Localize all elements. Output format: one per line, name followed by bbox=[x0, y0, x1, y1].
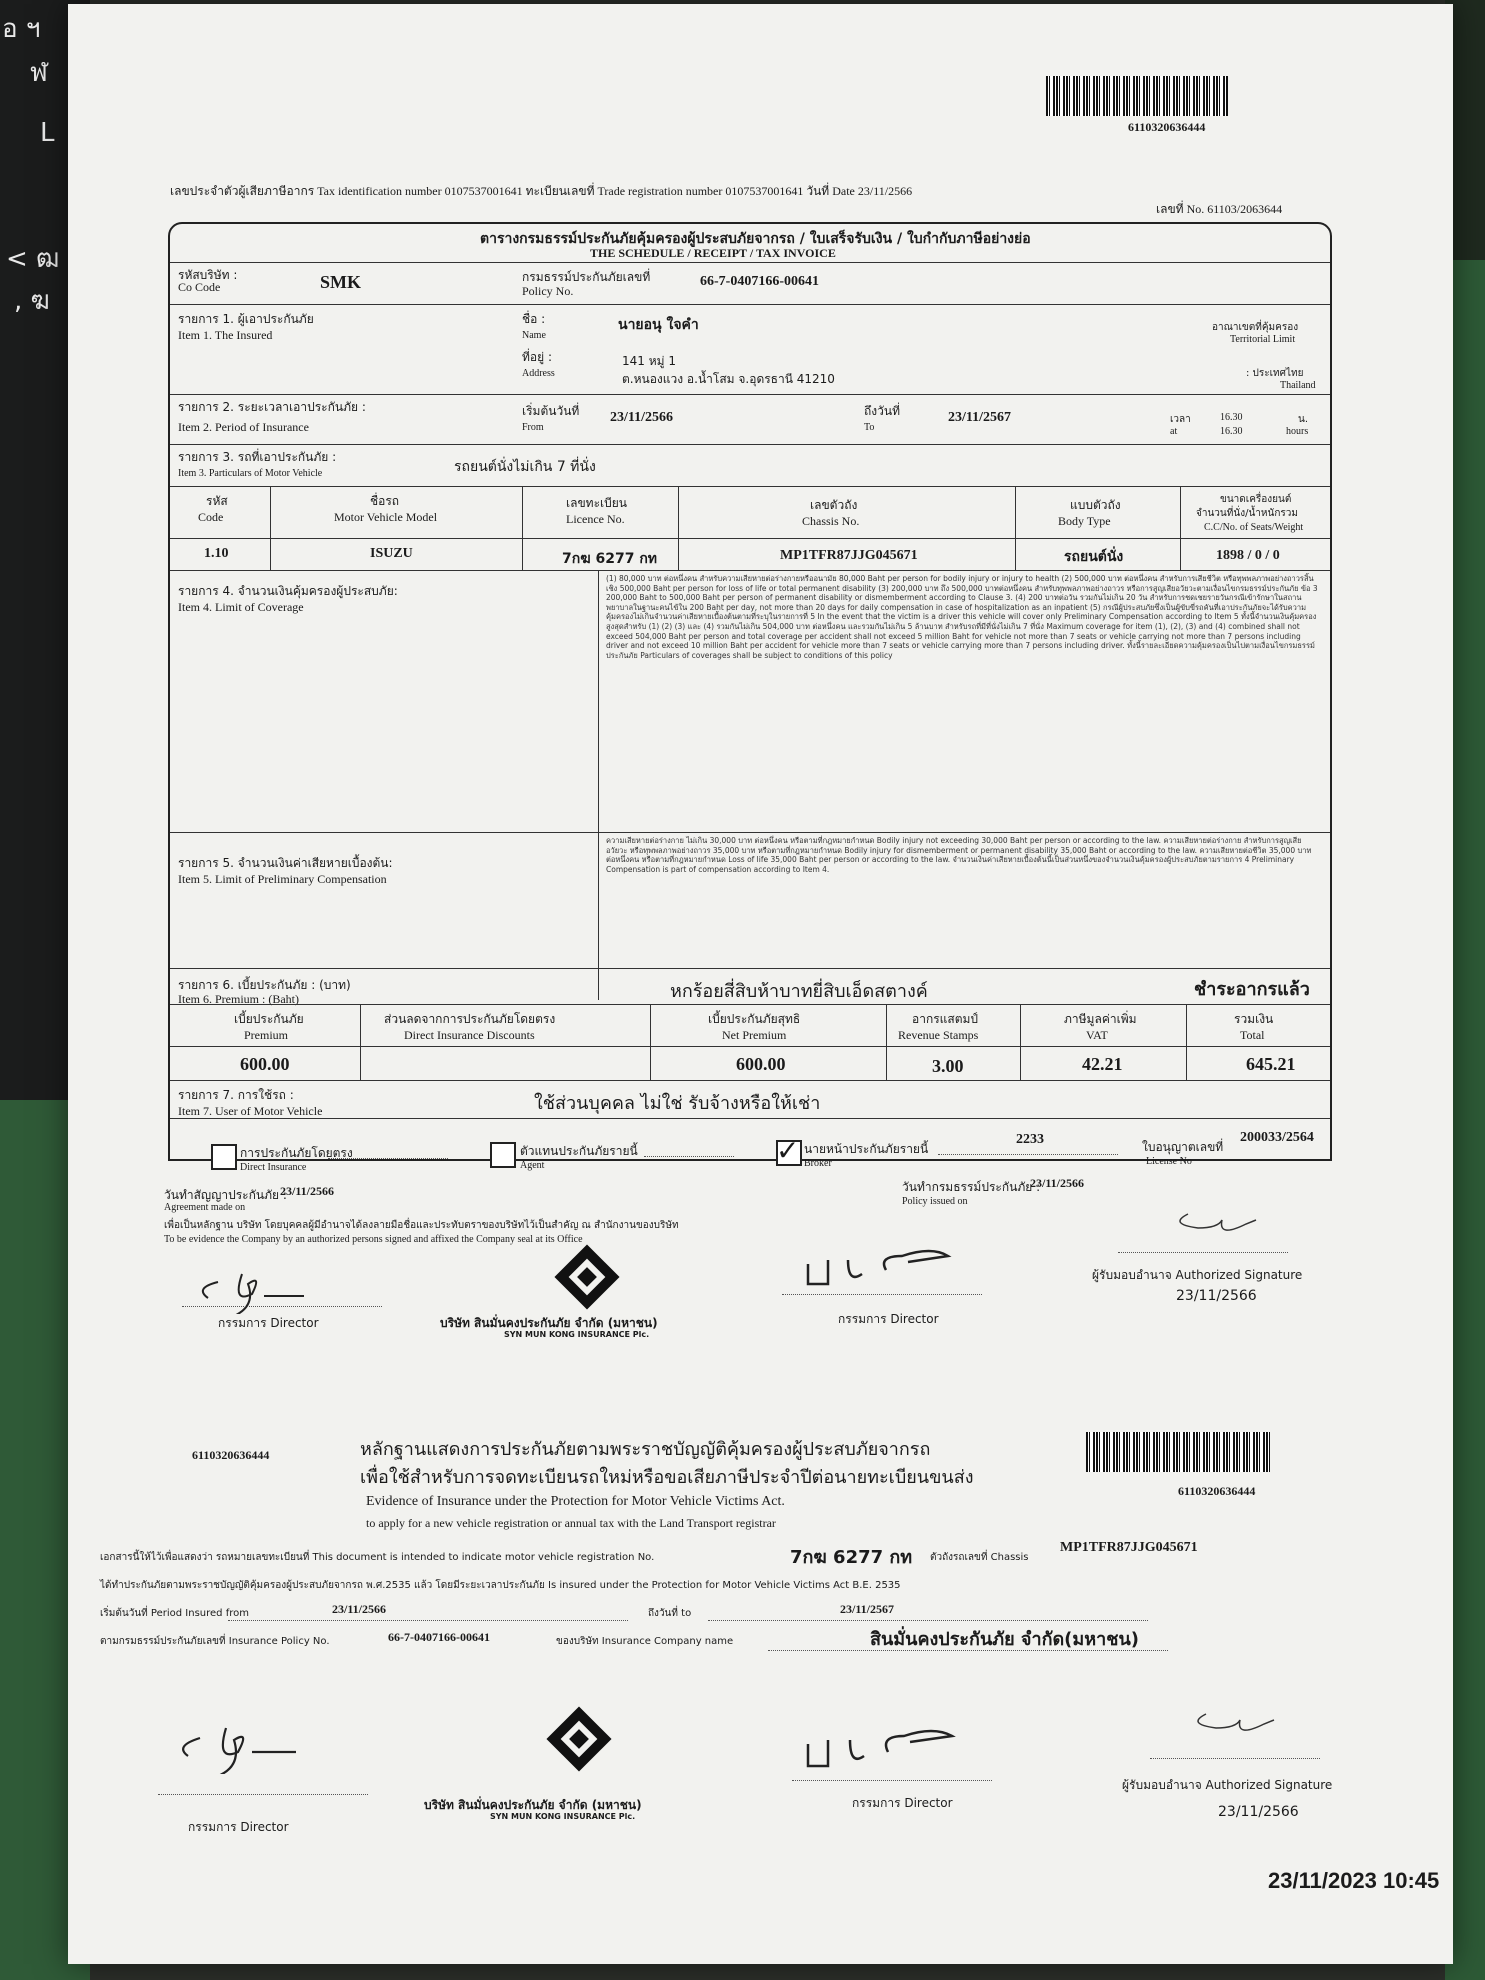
time-to: 16.30 bbox=[1220, 426, 1243, 437]
keyboard-key: , ฆ bbox=[14, 286, 50, 316]
premium-in-words: หกร้อยสี่สิบห้าบาทยี่สิบเอ็ดสตางค์ bbox=[670, 981, 928, 1002]
to-label-th: ถึงวันที่ bbox=[864, 404, 900, 418]
premium-col-discount-en: Direct Insurance Discounts bbox=[404, 1028, 535, 1042]
authorized-date-2: 23/11/2566 bbox=[1218, 1804, 1299, 1820]
evidence-company-label: ของบริษัท Insurance Company name bbox=[556, 1636, 734, 1647]
agent-label-en: Agent bbox=[520, 1160, 545, 1171]
item3-label-th: รายการ 3. รถที่เอาประกันภัย : bbox=[178, 450, 337, 464]
at-label-en: at bbox=[1170, 426, 1178, 437]
vehicle-col-body-en: Body Type bbox=[1058, 514, 1111, 528]
evidence-chassis-label: ตัวถังรถเลขที่ Chassis bbox=[930, 1552, 1029, 1563]
name-label-en: Name bbox=[522, 330, 546, 341]
agent-label-th: ตัวแทนประกันภัยรายนี้ bbox=[520, 1144, 638, 1158]
item6-label-en: Item 6. Premium : (Baht) bbox=[178, 992, 299, 1006]
direct-insurance-checkbox[interactable] bbox=[211, 1144, 237, 1170]
hours-unit-en: hours bbox=[1286, 426, 1309, 437]
vehicle-col-engine-en: C.C/No. of Seats/Weight bbox=[1204, 522, 1304, 533]
evidence-to: 23/11/2567 bbox=[840, 1602, 895, 1616]
preliminary-compensation-text: ความเสียหายต่อร่างกาย ไม่เกิน 30,000 บาท ต่อหนึ่งคน หรือตามที่กฎหมายกำหนด Bodily injury not exceeding 30,000 Baht per person or according to the law. ความเสียหายต่อร่างกาย สำหรับการสูญเสียอวัยวะ หรือทุพพลภาพอย่างถาวร 35,000 บาท หรือตามที่กฎหมายกำหนด Bodily injury for dismemberment or permanent disability 35,000 Baht or according to the law. ความเสียหายต่อชีวิต 35,000 บาท ต่อหนึ่งคน หรือตามที่กฎหมายกำหนด Loss of life 35,000 Baht per person or according to the law. จำนวนเงินค่าเสียหายเบื้องต้นนี้เป็นส่วนหนึ่งของจำนวนเงินคุ้มครองผู้ประสบภัยตามรายการ 4 Preliminary Compensation is part of compensation according to Item 4. bbox=[606, 836, 1312, 874]
total-value: 645.21 bbox=[1246, 1054, 1296, 1074]
vat-value: 42.21 bbox=[1082, 1054, 1123, 1074]
director-label-4: กรรมการ Director bbox=[852, 1796, 953, 1810]
at-label-th: เวลา bbox=[1170, 414, 1191, 425]
insured-name: นายอนุ ใจคำ bbox=[618, 317, 699, 333]
item7-label-en: Item 7. User of Motor Vehicle bbox=[178, 1104, 323, 1118]
company-name-en-2: SYN MUN KONG INSURANCE Plc. bbox=[490, 1812, 636, 1821]
territory-label-en: Territorial Limit bbox=[1230, 334, 1296, 345]
authorized-date-1: 23/11/2566 bbox=[1176, 1288, 1257, 1304]
vehicle-col-seats-th: จำนวนที่นั่ง/น้ำหนักรวม bbox=[1196, 508, 1298, 519]
director-label-2: กรรมการ Director bbox=[838, 1312, 939, 1326]
policy-number: 66-7-0407166-00641 bbox=[700, 274, 819, 289]
vehicle-type: รถยนต์นั่งไม่เกิน 7 ที่นั่ง bbox=[454, 459, 596, 475]
evidence-title-1: หลักฐานแสดงการประกันภัยตามพระราชบัญญัติคุ้มครองผู้ประสบภัยจากรถ bbox=[360, 1439, 931, 1460]
keyboard-key: < ฒ bbox=[6, 244, 60, 274]
policy-label-en: Policy No. bbox=[522, 284, 574, 298]
coverage-text: (1) 80,000 บาท ต่อหนึ่งคน สำหรับความเสียหายต่อร่างกายหรืออนามัย 80,000 Baht per person for bodily injury or injury to health (2) 500,000 บาท ต่อหนึ่งคน สำหรับการเสียชีวิต หรือทุพพลภาพอย่างถาวรสิ้นเชิง 500,000 Baht per person for loss of life or total permanent disability (3) 200,000 บาท ถึง 500,000 บาทต่อหนึ่งคน สำหรับทุพพลภาพอย่างถาวร หรือการสูญเสียอวัยวะตามเงื่อนไขกรมธรรม์ประกันภัย ข้อ 3 200,000 Baht to 500,000 Baht per person of permanent disability or dismemberment according to Clause 3. (4) 200 บาทต่อวัน รวมกันไม่เกิน 20 วัน สำหรับการชดเชยรายวันกรณีเข้ารักษาในสถานพยาบาลในฐานะคนไข้ใน 200 Baht per day, not more than 20 days for daily compensation in case of hospitalization as an inpatient (5) กรณีผู้ประสบภัยซึ่งเป็นผู้ขับขี่รถคันที่เอาประกันภัยจะได้รับความคุ้มครองไม่เกินจำนวนค่าเสียหายเบื้องต้นตามที่ระบุในรายการที่ 5 In the event that the victim is a driver this vehicle will cover only Preliminary Compensation according to Item 5 ทั้งนี้จำนวนเงินคุ้มครองสูงสุดสำหรับ (1) (2) (3) และ (4) รวมกันไม่เกิน 504,000 บาท ต่อหนึ่งคน และรวมกันไม่เกิน 5 ล้านบาท สำหรับรถที่มีที่นั่งไม่เกิน 7 ที่นั่ง Maximum coverage for item (1), (2), (3) and (4) combined shall not exceed 504,000 Baht per person and total coverage per accident shall not exceed 5 million Baht for vehicle not more than 7 seats or vehicle carrying not more than 7 persons including driver and not exceed 10 million Baht per accident for vehicle more than 7 seats or vehicle carrying more than 7 persons including driver. ทั้งนี้รายละเอียดความคุ้มครองเป็นไปตามเงื่อนไขกรมธรรม์ประกันภัย Particulars of coverages shall be subject to conditions of this policy bbox=[606, 574, 1318, 660]
barcode-evidence-number: 6110320636444 bbox=[1178, 1484, 1256, 1498]
item3-label-en: Item 3. Particulars of Motor Vehicle bbox=[178, 468, 323, 479]
license-label-th: ใบอนุญาตเลขที่ bbox=[1142, 1140, 1224, 1154]
agreement-label-th: วันทำสัญญาประกันภัย : bbox=[164, 1188, 287, 1202]
evidence-to-label: ถึงวันที่ to bbox=[648, 1608, 692, 1619]
evidence-number: 6110320636444 bbox=[192, 1448, 270, 1462]
evidence-title-4: to apply for a new vehicle registration or annual tax with the Land Transport registrar bbox=[366, 1516, 776, 1530]
direct-insurance-label-th: การประกันภัยโดยตรง bbox=[240, 1146, 353, 1160]
item2-label-th: รายการ 2. ระยะเวลาเอาประกันภัย : bbox=[178, 400, 366, 414]
broker-label-en: Broker bbox=[804, 1158, 832, 1169]
evidence-statement-en: To be evidence the Company by an authorized persons signed and affixed the Company seal at its Office bbox=[164, 1234, 583, 1245]
from-label-th: เริ่มต้นวันที่ bbox=[522, 404, 580, 418]
vehicle-col-code-en: Code bbox=[198, 510, 224, 524]
premium-col-stamps-th: อากรแสตมป์ bbox=[912, 1012, 979, 1026]
agent-checkbox[interactable] bbox=[490, 1142, 516, 1168]
photo-timestamp: 23/11/2023 10:45 bbox=[1268, 1868, 1440, 1893]
vehicle-col-body-th: แบบตัวถัง bbox=[1070, 498, 1121, 512]
vehicle-col-chassis-en: Chassis No. bbox=[802, 514, 860, 528]
broker-checkmark-icon: ✓ bbox=[776, 1134, 800, 1167]
premium-col-net-en: Net Premium bbox=[722, 1028, 787, 1042]
vehicle-col-model-th: ชื่อรถ bbox=[370, 494, 400, 508]
premium-col-net-th: เบี้ยประกันภัยสุทธิ bbox=[708, 1012, 801, 1026]
net-premium-value: 600.00 bbox=[736, 1054, 786, 1074]
address-label-th: ที่อยู่ : bbox=[522, 350, 553, 364]
director-signature-3 bbox=[168, 1704, 368, 1774]
item1-label-th: รายการ 1. ผู้เอาประกันภัย bbox=[178, 312, 314, 326]
barcode-evidence bbox=[1086, 1432, 1270, 1472]
director-label-3: กรรมการ Director bbox=[188, 1820, 289, 1834]
stamps-value: 3.00 bbox=[932, 1056, 964, 1076]
director-signature-1 bbox=[188, 1254, 368, 1314]
schedule-title-en: THE SCHEDULE / RECEIPT / TAX INVOICE bbox=[590, 246, 836, 260]
premium-col-total-th: รวมเงิน bbox=[1234, 1012, 1274, 1026]
premium-value: 600.00 bbox=[240, 1054, 290, 1074]
barcode-top-number: 6110320636444 bbox=[1128, 120, 1206, 134]
keyboard-key: อ ฯ bbox=[2, 14, 41, 44]
vehicle-col-licence-th: เลขทะเบียน bbox=[566, 496, 627, 510]
vehicle-model: ISUZU bbox=[370, 546, 413, 561]
agreement-date: 23/11/2566 bbox=[280, 1184, 335, 1198]
address-line1: 141 หมู่ 1 bbox=[622, 354, 676, 368]
country-en: Thailand bbox=[1280, 380, 1316, 391]
license-number: 200033/2564 bbox=[1240, 1130, 1314, 1145]
country-th: : ประเทศไทย bbox=[1246, 368, 1304, 379]
from-label-en: From bbox=[522, 422, 544, 433]
evidence-chassis: MP1TFR87JJG045671 bbox=[1060, 1540, 1198, 1555]
tax-id-line: เลขประจำตัวผู้เสียภาษีอากร Tax identification number 0107537001641 ทะเบียนเลขที่ Trade registration number 0107537001641 วันที่ Date 23/11/2566 bbox=[170, 184, 913, 198]
authorized-signature-1 bbox=[1158, 1194, 1268, 1244]
evidence-title-3: Evidence of Insurance under the Protection for Motor Vehicle Victims Act. bbox=[366, 1494, 785, 1509]
evidence-statement-th: เพื่อเป็นหลักฐาน บริษัท โดยบุคคลผู้มีอำนาจได้ลงลายมือชื่อและประทับตราของบริษัทไว้เป็นสำคัญ ณ สำนักงานของบริษัท bbox=[164, 1220, 679, 1231]
premium-col-premium-en: Premium bbox=[244, 1028, 288, 1042]
premium-col-premium-th: เบี้ยประกันภัย bbox=[234, 1012, 304, 1026]
item2-label-en: Item 2. Period of Insurance bbox=[178, 420, 309, 434]
evidence-from-label: เริ่มต้นวันที่ Period Insured from bbox=[100, 1608, 249, 1619]
item5-label-en: Item 5. Limit of Preliminary Compensation bbox=[178, 872, 387, 886]
evidence-reg-no: 7กฆ 6277 กท bbox=[790, 1547, 913, 1568]
name-label-th: ชื่อ : bbox=[522, 312, 546, 326]
company-logo-icon-2 bbox=[546, 1706, 611, 1771]
direct-insurance-label-en: Direct Insurance bbox=[240, 1162, 307, 1173]
policy-issued-label-en: Policy issued on bbox=[902, 1196, 968, 1207]
premium-col-vat-en: VAT bbox=[1086, 1028, 1108, 1042]
co-code-label-en: Co Code bbox=[178, 280, 221, 294]
address-label-en: Address bbox=[522, 368, 555, 379]
vehicle-col-chassis-th: เลขตัวถัง bbox=[810, 498, 858, 512]
authorized-label-2: ผู้รับมอบอำนาจ Authorized Signature bbox=[1122, 1778, 1333, 1792]
insurance-document bbox=[68, 4, 1453, 1964]
vehicle-body-type: รถยนต์นั่ง bbox=[1064, 549, 1124, 565]
keyboard-key: ฬ bbox=[30, 58, 48, 88]
vehicle-chassis: MP1TFR87JJG045671 bbox=[780, 548, 918, 563]
director-signature-4 bbox=[788, 1704, 1048, 1774]
authorized-label-1: ผู้รับมอบอำนาจ Authorized Signature bbox=[1092, 1268, 1303, 1282]
item4-label-th: รายการ 4. จำนวนเงินคุ้มครองผู้ประสบภัย: bbox=[178, 584, 398, 598]
item6-label-th: รายการ 6. เบี้ยประกันภัย : (บาท) bbox=[178, 978, 351, 992]
company-name-th: บริษัท สินมั่นคงประกันภัย จำกัด (มหาชน) bbox=[440, 1316, 658, 1330]
premium-col-vat-th: ภาษีมูลค่าเพิ่ม bbox=[1064, 1012, 1137, 1026]
item4-label-en: Item 4. Limit of Coverage bbox=[178, 600, 304, 614]
address-line2: ต.หนองแวง อ.น้ำโสม จ.อุดรธานี 41210 bbox=[622, 372, 835, 386]
company-logo-icon bbox=[554, 1244, 619, 1309]
agreement-label-en: Agreement made on bbox=[164, 1202, 246, 1213]
premium-col-total-en: Total bbox=[1240, 1028, 1265, 1042]
vehicle-col-code-th: รหัส bbox=[206, 494, 228, 508]
schedule-title-th: ตารางกรมธรรม์ประกันภัยคุ้มครองผู้ประสบภัยจากรถ / ใบเสร็จรับเงิน / ใบกำกับภาษีอย่างย่อ bbox=[480, 231, 1031, 247]
director-signature-2 bbox=[788, 1224, 1048, 1294]
vehicle-col-engine-th: ขนาดเครื่องยนต์ bbox=[1220, 494, 1292, 505]
co-code-value: SMK bbox=[320, 272, 362, 292]
authorized-signature-2 bbox=[1176, 1694, 1286, 1744]
vehicle-licence: 7กฆ 6277 กท bbox=[562, 551, 658, 567]
to-label-en: To bbox=[864, 422, 875, 433]
evidence-policy: 66-7-0407166-00641 bbox=[388, 1630, 490, 1644]
document-number: เลขที่ No. 61103/2063644 bbox=[1156, 202, 1283, 216]
item5-label-th: รายการ 5. จำนวนเงินค่าเสียหายเบื้องต้น: bbox=[178, 856, 393, 870]
vehicle-code: 1.10 bbox=[204, 546, 229, 561]
vehicle-col-licence-en: Licence No. bbox=[566, 512, 625, 526]
vehicle-engine: 1898 / 0 / 0 bbox=[1216, 548, 1280, 563]
evidence-company: สินมั่นคงประกันภัย จำกัด(มหาชน) bbox=[870, 1629, 1139, 1650]
company-name-th-2: บริษัท สินมั่นคงประกันภัย จำกัด (มหาชน) bbox=[424, 1798, 642, 1812]
evidence-policy-label: ตามกรมธรรม์ประกันภัยเลขที่ Insurance Policy No. bbox=[100, 1636, 330, 1647]
vehicle-use: ใช้ส่วนบุคคล ไม่ใช่ รับจ้างหรือให้เช่า bbox=[534, 1093, 821, 1114]
premium-col-stamps-en: Revenue Stamps bbox=[898, 1028, 979, 1042]
time-from: 16.30 bbox=[1220, 412, 1243, 423]
policy-issued-date: 23/11/2566 bbox=[1030, 1176, 1085, 1190]
vehicle-col-model-en: Motor Vehicle Model bbox=[334, 510, 438, 524]
period-from: 23/11/2566 bbox=[610, 410, 674, 425]
license-label-en: License No bbox=[1146, 1156, 1192, 1167]
policy-label-th: กรมธรรม์ประกันภัยเลขที่ bbox=[522, 270, 651, 284]
period-to: 23/11/2567 bbox=[948, 410, 1012, 425]
stamp-duty-paid: ชำระอากรแล้ว bbox=[1194, 979, 1310, 1000]
territory-label-th: อาณาเขตที่คุ้มครอง bbox=[1212, 322, 1299, 333]
item1-label-en: Item 1. The Insured bbox=[178, 328, 273, 342]
item7-label-th: รายการ 7. การใช้รถ : bbox=[178, 1088, 294, 1102]
evidence-line2: ได้ทำประกันภัยตามพระราชบัญญัติคุ้มครองผู้ประสบภัยจากรถ พ.ศ.2535 แล้ว โดยมีระยะเวลาประกันภัย Is insured under the Protection for Motor Vehicle Victims Act B.E. 2535 bbox=[100, 1580, 901, 1591]
broker-number: 2233 bbox=[1016, 1132, 1044, 1147]
director-label-1: กรรมการ Director bbox=[218, 1316, 319, 1330]
evidence-title-2: เพื่อใช้สำหรับการจดทะเบียนรถใหม่หรือขอเสียภาษีประจำปีต่อนายทะเบียนขนส่ง bbox=[360, 1467, 974, 1488]
barcode-top bbox=[1046, 76, 1228, 116]
keyboard-key: L bbox=[40, 118, 55, 148]
policy-issued-label-th: วันทำกรมธรรม์ประกันภัย : bbox=[902, 1180, 1041, 1194]
evidence-from: 23/11/2566 bbox=[332, 1602, 387, 1616]
co-code-label-th: รหัสบริษัท : bbox=[178, 268, 238, 282]
broker-label-th: นายหน้าประกันภัยรายนี้ bbox=[804, 1142, 929, 1156]
company-name-en: SYN MUN KONG INSURANCE Plc. bbox=[504, 1330, 650, 1339]
evidence-line1-label: เอกสารนี้ให้ไว้เพื่อแสดงว่า รถหมายเลขทะเบียนที่ This document is intended to indicate motor vehicle registration No. bbox=[100, 1552, 655, 1563]
premium-col-discount-th: ส่วนลดจากการประกันภัยโดยตรง bbox=[384, 1012, 556, 1026]
hours-unit-th: น. bbox=[1298, 414, 1309, 425]
